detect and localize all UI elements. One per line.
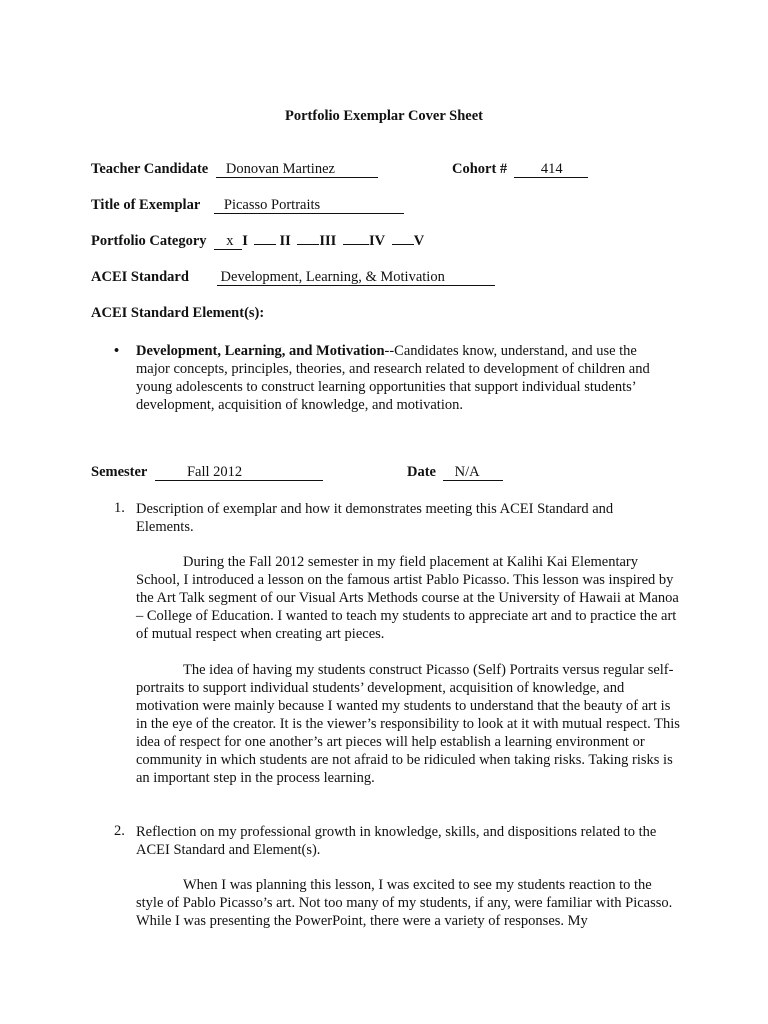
acei-elements-label: ACEI Standard Element(s): [91,305,265,321]
semester-value: Fall 2012 [155,464,323,481]
portfolio-category-label: Portfolio Category [91,233,207,249]
category-mark-ii [254,244,276,245]
bullet-text: --Candidates know, understand, and use the major concepts, principles, theories, and research related to development of children and young adolescents to construct learning opportunities that support individual students’ development, acquisition of knowledge, and motivation. [136,343,650,413]
item-1-number: 1. [114,500,125,516]
item-2-number: 2. [114,823,125,839]
cohort-value: 414 [514,161,588,178]
bullet-symbol: • [114,343,120,359]
item-1-paragraph-2: The idea of having my students construct Picasso (Self) Portraits versus regular self-portraits to support individual students’ development, acquisition of knowledge, and motivation were mainly because I wanted my students to understand that the beauty of art is in the eye of the creator. It is the viewer’s responsibility to look at it with mutual respect. This idea of respect for one another’s art pieces will help establish a learning environment or community in which students are not afraid to be ridiculed when taking risks. Taking risks is an important step in the process learning. [136,662,680,786]
category-mark-iii [297,244,319,245]
teacher-candidate-field [91,161,378,178]
category-option-iii: III [319,233,337,249]
teacher-candidate-label: Teacher Candidate [91,161,209,177]
cohort-field [452,161,588,178]
category-option-ii: II [279,233,291,249]
category-mark-i: x [214,233,242,250]
item-2-paragraph-1: When I was planning this lesson, I was excited to see my students reaction to the style of Pablo Picasso’s art. Not too many of my students, if any, were familiar with Picasso. While I was presenting the PowerPoint, there were a variety of responses. My [136,877,673,929]
acei-standard-field [91,269,495,286]
item-2-prompt: Reflection on my professional growth in knowledge, skills, and dispositions related to the ACEI Standard and Element(s). [136,824,657,858]
date-value: N/A [443,464,503,481]
date-label: Date [407,464,436,480]
category-option-i: I [242,233,248,249]
acei-standard-label: ACEI Standard [91,269,189,285]
title-of-exemplar-label: Title of Exemplar [91,197,201,213]
bullet-heading: Development, Learning, and Motivation [136,343,385,359]
category-mark-v [392,244,414,245]
document-title: Portfolio Exemplar Cover Sheet [285,108,483,124]
portfolio-category-field [91,233,424,250]
teacher-candidate-value: Donovan Martinez [216,161,378,178]
title-of-exemplar-value: Picasso Portraits [214,197,404,214]
date-field [407,464,503,481]
semester-field [91,464,323,481]
category-mark-iv [343,244,369,245]
item-1-prompt: Description of exemplar and how it demonstrates meeting this ACEI Standard and Elements. [136,501,614,535]
item-1-paragraph-1: During the Fall 2012 semester in my field placement at Kalihi Kai Elementary School, I introduced a lesson on the famous artist Pablo Picasso. This lesson was inspired by the Art Talk segment of our Visual Arts Methods course at the University of Hawaii at Manoa – College of Education. I wanted to teach my students to appreciate art and to practice the art of mutual respect when creating art pieces. [136,554,679,642]
title-of-exemplar-field [91,197,404,214]
category-option-v: V [413,233,425,249]
semester-label: Semester [91,464,148,480]
acei-standard-value: Development, Learning, & Motivation [217,269,495,286]
element-bullet [114,342,674,414]
cohort-label: Cohort # [452,161,508,177]
category-option-iv: IV [368,233,386,249]
